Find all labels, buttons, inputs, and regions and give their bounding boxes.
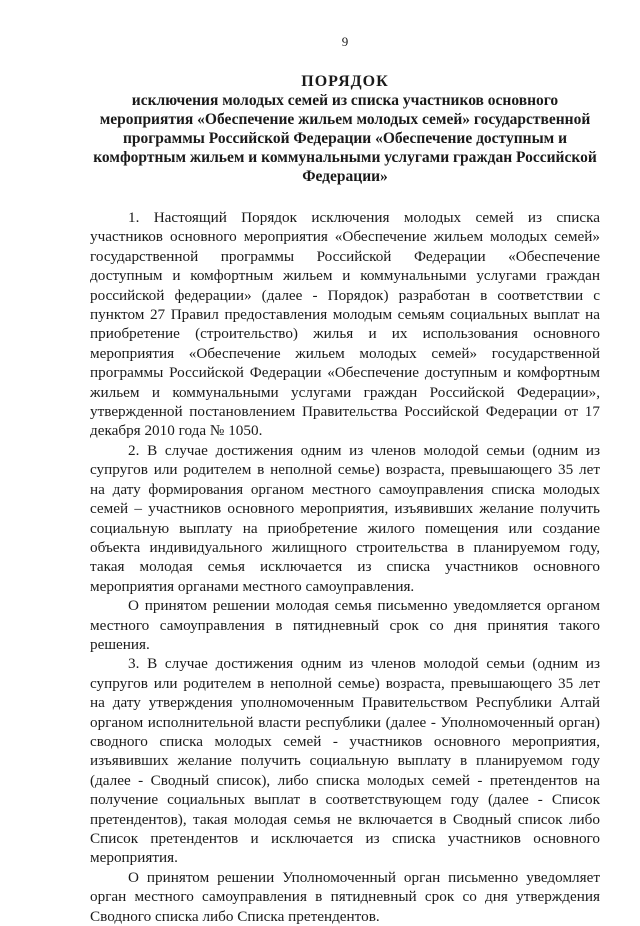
document-title: [90, 72, 600, 186]
title-subtitle: исключения молодых семей из списка участников основного мероприятия «Обеспечение жильем молодых семей» государственной программы Российской Федерации «Обеспечение доступным и комфортным жильем и коммунальными услугами граждан Российской Федерации»: [93, 92, 597, 185]
paragraph-3-notice: О принятом решении Уполномоченный орган письменно уведомляет орган местного самоуправления в пятидневный срок со дня утверждения Сводного списка либо Списка претендентов.: [90, 868, 600, 925]
page-number: 9: [341, 34, 349, 49]
document-body: [90, 208, 600, 926]
paragraph-1: 1. Настоящий Порядок исключения молодых семей из списка участников основного мероприятия «Обеспечение жильем молодых семей» государственной программы Российской Федерации «Обеспечение доступным и комфортным жильем и коммунальными услугами граждан российской федерации» (далее - Порядок) разработан в соответствии с пунктом 27 Правил предоставления молодым семьям социальных выплат на приобретение (строительство) жилья и их использования основного мероприятия «Обеспечение жильем молодых семей» государственной программы Российской Федерации «Обеспечение доступным и комфортным жильем и коммунальными услугами граждан Российской Федерации», утвержденной постановлением Правительства Российской Федерации от 17 декабря 2010 года № 1050.: [90, 209, 600, 440]
paragraph-2: 2. В случае достижения одним из членов молодой семьи (одним из супругов или родителем в неполной семье) возраста, превышающего 35 лет на дату формирования органом местного самоуправления списка молодых семей – участников основного мероприятия, изъявивших желание получить социальную выплату на приобретение жилого помещения или создание объекта индивидуального жилищного строительства в планируемом году, такая молодая семья исключается из списка участников основного мероприятия органами местного самоуправления.: [90, 441, 600, 595]
title-main: ПОРЯДОК: [301, 73, 389, 90]
paragraph-2-notice: О принятом решении молодая семья письменно уведомляется органом местного самоуправления в пятидневный срок со дня принятия такого решения.: [90, 597, 600, 653]
paragraph-3: 3. В случае достижения одним из членов молодой семьи (одним из супругов или родителем в неполной семье) возраста, превышающего 35 лет на дату утверждения уполномоченным Правительством Республики Алтай органом исполнительной власти республики (далее - Уполномоченный орган) сводного списка молодых семей - участников основного мероприятия, изъявивших желание получить социальную выплату в планируемом году (далее - Сводный список), либо списка молодых семей - претендентов на получение социальных выплат в соответствующем году (далее - Список претендентов), такая молодая семья не включается в Сводный список либо Список претендентов и исключается из списка участников основного мероприятия.: [90, 655, 600, 867]
